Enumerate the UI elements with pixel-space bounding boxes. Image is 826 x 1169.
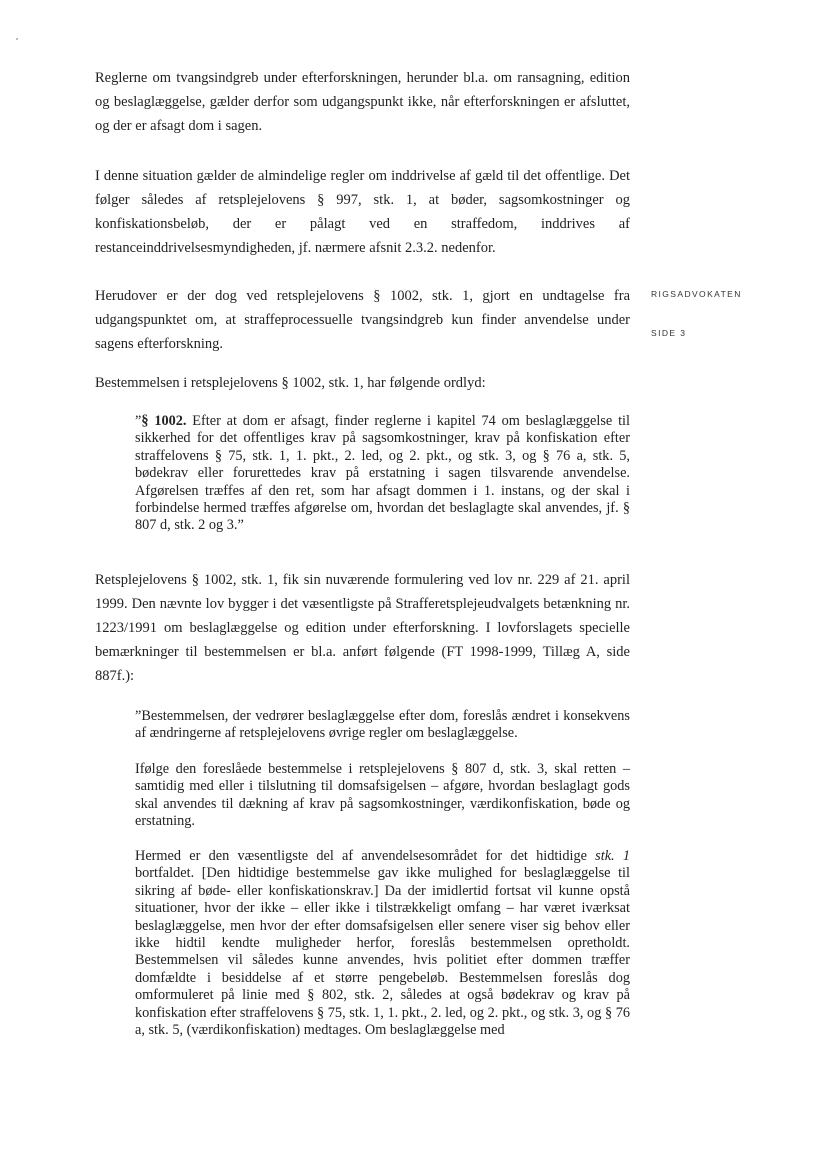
paragraph-3: Herudover er der dog ved retsplejelovens § 1002, stk. 1, gjort en undtagelse fra udgangspunktet om, at straffeprocessuelle tvangsindgreb kun finder anvendelse under sagens efterforskning. xyxy=(95,288,630,352)
remarks-quote-3-italic: stk. 1 xyxy=(595,848,630,864)
remarks-quote-1: ”Bestemmelsen, der vedrører beslaglæggelse efter dom, foreslås ændret i konsekvens af ændringerne af retsplejelovens øvrige regler om beslaglæggelse. xyxy=(135,708,630,742)
sidebar-org-label: RIGSADVOKATEN xyxy=(651,289,742,299)
remarks-quote-3-rest: bortfaldet. [Den hidtidige bestemmelse gav ikke mulighed for beslaglæggelse til sikring af bøde- eller konfiskationskrav.] Da der imidlertid fortsat vil kunne opstå situationer, hvor der ikke – eller ikke i tilstrækkeligt omfang – har været iværksat beslaglæggelse, men hvor der efter domsafsigelsen eller senere viser sig behov eller ikke hidtil kendte muligheder herfor, foreslås bestemmelsen opretholdt. Bestemmelsen vil således kunne anvendes, hvis politiet efter dommen træffer domfældte i besiddelse af et større pengebeløb. Bestemmelsen foreslås dog omformuleret på linie med § 802, stk. 2, således at også bødekrav og krav på konfiskation efter straffelovens § 75, stk. 1, 1. pkt., 2. led, og 2. pkt., og stk. 3, og § 76 a, stk. 5, (værdikonfiskation) medtages. Om beslaglæggelse med xyxy=(135,865,630,1039)
quote-open-mark: ” xyxy=(135,413,142,429)
paragraph-2: I denne situation gælder de almindelige regler om inddrivelse af gæld til det offentlige. Det følger således af retsplejelovens § 997, stk. 1, at bøder, sagsomkostninger og konfiskationsbeløb, der er pålagt ved en straffedom, inddrives af restanceinddrivelsesmyndigheden, jf. nærmere afsnit 2.3.2. nedenfor. xyxy=(95,168,630,256)
remarks-quote-3 xyxy=(135,848,630,1039)
sidebar-page-label: SIDE 3 xyxy=(651,328,687,338)
paragraph-5: Retsplejelovens § 1002, stk. 1, fik sin nuværende formulering ved lov nr. 229 af 21. april 1999. Den nævnte lov bygger i det væsentligste på Strafferetsplejeudvalgets betænkning nr. 1223/1991 om beslaglæggelse og edition under efterforskning. I lovforslagets specielle bemærkninger til bestemmelsen er bl.a. anført følgende (FT 1998-1999, Tillæg A, side 887f.): xyxy=(95,572,630,684)
statute-quote xyxy=(135,413,630,535)
paragraph-4: Bestemmelsen i retsplejelovens § 1002, stk. 1, har følgende ordlyd: xyxy=(95,375,486,391)
section-number: § 1002. xyxy=(141,413,187,429)
statute-text: Efter at dom er afsagt, finder reglerne i kapitel 74 om beslaglæggelse til sikkerhed for det offentliges krav på sagsomkostninger, krav på konfiskation efter straffelovens § 75, stk. 1, 1. pkt., 2. led, og 2. pkt., og stk. 3, og § 76 a, stk. 5, bødekrav eller forurettedes krav på erstatning i sagen tilsvarende anvendelse. Afgørelsen træffes af den ret, som har afsagt dommen i 1. instans, og der skal i forbindelse hermed træffes afgørelse om, hvordan det beslaglagte skal anvendes, jf. § 807 d, stk. 2 og 3.” xyxy=(135,413,630,534)
scan-dot xyxy=(16,38,18,40)
remarks-quote-3-start: Hermed er den væsentligste del af anvendelsesområdet for det hidtidige xyxy=(135,848,596,864)
remarks-quote-2: Ifølge den foreslåede bestemmelse i retsplejelovens § 807 d, stk. 3, skal retten – samtidig med eller i tilslutning til domsafsigelsen – afgøre, hvordan beslaglagt gods skal anvendes til dækning af krav på sagsomkostninger, værdikonfiskation, bøde og erstatning. xyxy=(135,761,630,830)
paragraph-1: Reglerne om tvangsindgreb under efterforskningen, herunder bl.a. om ransagning, edition og beslaglæggelse, gælder derfor som udgangspunkt ikke, når efterforskningen er afsluttet, og der er afsagt dom i sagen. xyxy=(95,70,630,134)
